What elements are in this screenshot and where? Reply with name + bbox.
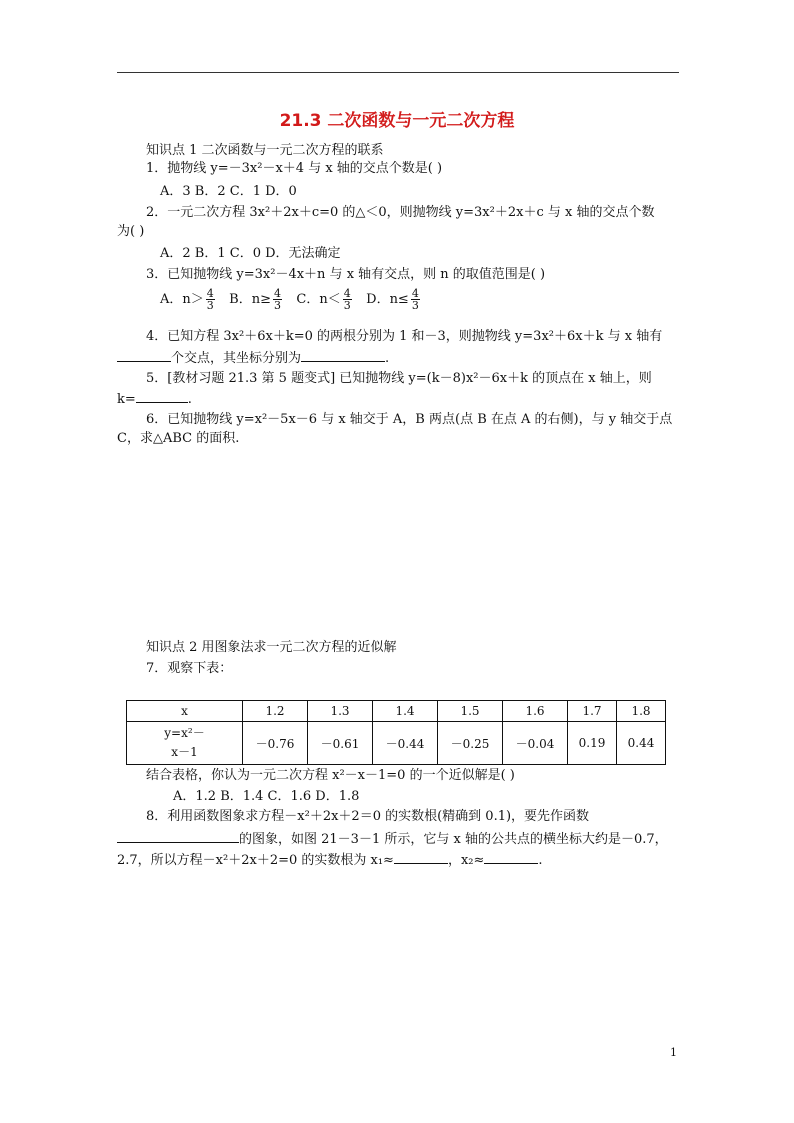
question-3: 3．已知抛物线 y=3x²－4x＋n 与 x 轴有交点，则 n 的取值范围是( )	[146, 267, 546, 282]
table-cell: 0.44	[617, 722, 666, 765]
option-d-label: D．n≤	[366, 292, 409, 307]
option-b-label: B．n≥	[229, 292, 271, 307]
option-a-fraction: $\frac{4}{3}$	[206, 287, 214, 312]
answer-blank[interactable]	[484, 850, 538, 864]
question-2-options: A．2 B．1 C．0 D．无法确定	[160, 246, 341, 261]
table-row-label: y=x²－ x－1	[127, 722, 243, 765]
page-number: 1	[670, 1046, 677, 1059]
answer-blank[interactable]	[136, 389, 188, 403]
question-5-cont: k= .	[117, 389, 679, 409]
question-8-cont: 的图象，如图 21－3－1 所示，它与 x 轴的公共点的横坐标大约是－0.7，	[117, 829, 679, 849]
option-c-fraction: $\frac{4}{3}$	[343, 287, 351, 312]
table-cell: 1.2	[243, 701, 308, 722]
header-rule	[117, 72, 679, 73]
table-cell: －0.61	[308, 722, 373, 765]
table-cell: 1.8	[617, 701, 666, 722]
table-row	[127, 722, 666, 765]
question-7-prompt: 结合表格，你认为一元二次方程 x²－x－1=0 的一个近似解是( )	[146, 768, 515, 783]
answer-blank[interactable]	[117, 829, 239, 843]
table-cell: 1.4	[373, 701, 438, 722]
page-title: 21.3 二次函数与一元二次方程	[279, 111, 515, 131]
value-table	[126, 700, 666, 765]
question-6-cont: C，求△ABC 的面积.	[117, 431, 240, 446]
table-cell: 0.19	[568, 722, 617, 765]
question-5: 5．[教材习题 21.3 第 5 题变式] 已知抛物线 y=(k－8)x²－6x＋k 的顶点在 x 轴上，则	[146, 371, 652, 386]
table-cell: 1.5	[438, 701, 503, 722]
question-8: 8．利用函数图象求方程－x²＋2x＋2＝0 的实数根(精确到 0.1)，要先作函数	[146, 809, 590, 824]
question-2-cont: 为( )	[117, 224, 145, 239]
table-cell: 1.7	[568, 701, 617, 722]
table-cell: 1.3	[308, 701, 373, 722]
table-row	[127, 701, 666, 722]
question-2: 2．一元二次方程 3x²＋2x＋c=0 的△＜0，则抛物线 y=3x²＋2x＋c 与 x 轴的交点个数	[146, 205, 655, 220]
table-cell: 1.6	[503, 701, 568, 722]
table-cell: x	[127, 701, 243, 722]
option-d-fraction: $\frac{4}{3}$	[411, 287, 419, 312]
option-a-label: A．n＞	[160, 292, 204, 307]
answer-blank[interactable]	[117, 348, 171, 362]
answer-blank[interactable]	[394, 850, 448, 864]
question-7-options: A．1.2 B．1.4 C．1.6 D．1.8	[173, 789, 360, 804]
question-7: 7．观察下表：	[146, 661, 233, 676]
question-4: 4．已知方程 3x²＋6x＋k=0 的两根分别为 1 和－3，则抛物线 y=3x²＋6x＋k 与 x 轴有	[146, 329, 663, 344]
question-1-options: A．3 B．2 C．1 D．0	[160, 184, 297, 199]
question-6: 6．已知抛物线 y=x²－5x－6 与 x 轴交于 A，B 两点(点 B 在点 A 的右侧)，与 y 轴交于点	[146, 412, 673, 427]
question-4-cont: 个交点，其坐标分别为 .	[117, 348, 679, 368]
table-cell: －0.25	[438, 722, 503, 765]
option-c-label: C．n＜	[296, 292, 341, 307]
section-heading-1: 知识点 1 二次函数与一元二次方程的联系	[146, 143, 384, 158]
table-cell: －0.04	[503, 722, 568, 765]
question-1: 1．抛物线 y=－3x²－x＋4 与 x 轴的交点个数是( )	[146, 161, 443, 176]
question-8-cont-2: 2.7，所以方程－x²＋2x＋2=0 的实数根为 x₁≈ ，x₂≈ .	[117, 850, 679, 870]
option-b-fraction: $\frac{4}{3}$	[274, 287, 281, 312]
section-heading-2: 知识点 2 用图象法求一元二次方程的近似解	[146, 640, 397, 655]
answer-blank[interactable]	[301, 348, 385, 362]
table-cell: －0.76	[243, 722, 308, 765]
question-3-options	[160, 288, 722, 312]
table-cell: －0.44	[373, 722, 438, 765]
